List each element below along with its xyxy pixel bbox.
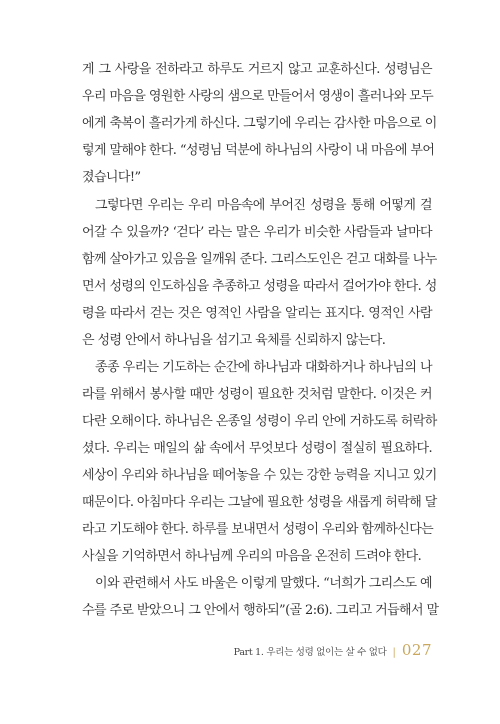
text-line: 이와 관련해서 사도 바울은 이렇게 말했다. “너희가 그리스도 예 xyxy=(95,576,432,591)
text-line: 우리 마음을 영원한 사랑의 샘으로 만들어서 영생이 흘러나와 모두 xyxy=(82,89,434,104)
text-line: 때문이다. 아침마다 우리는 그날에 필요한 성령을 새롭게 허락해 달 xyxy=(82,495,437,510)
text-line: 셨다. 우리는 매일의 삶 속에서 무엇보다 성령이 절실히 필요하다. xyxy=(82,441,432,456)
text-line: 세상이 우리와 하나님을 떼어놓을 수 있는 강한 능력을 지니고 있기 xyxy=(82,468,437,483)
text-line: 어갈 수 있을까? ‘걷다’ 라는 말은 우리가 비슷한 사람들과 날마다 xyxy=(82,225,432,240)
text-line: 라고 기도해야 한다. 하루를 보내면서 성령이 우리와 함께하신다는 xyxy=(82,522,434,537)
text-line: 라를 위해서 봉사할 때만 성령이 필요한 것처럼 말한다. 이것은 커 xyxy=(82,387,432,402)
text-line: 에게 축복이 흘러가게 하신다. 그렇기에 우리는 감사한 마음으로 이 xyxy=(82,116,437,131)
text-line: 함께 살아가고 있음을 일깨워 준다. 그리스도인은 걷고 대화를 나누 xyxy=(82,252,437,267)
text-line: 종종 우리는 기도하는 순간에 하나님과 대화하거나 하나님의 나 xyxy=(95,360,432,375)
text-line: 다란 오해이다. 하나님은 온종일 성령이 우리 안에 거하도록 허락하 xyxy=(82,414,437,429)
text-line: 수를 주로 받았으니 그 안에서 행하되”(골 2:6). 그리고 거듭해서 말 xyxy=(82,603,439,618)
text-line: 졌습니다!” xyxy=(82,170,141,185)
text-line: 면서 성령의 인도하심을 추종하고 성령을 따라서 걸어가야 한다. 성 xyxy=(82,279,437,294)
text-line: 사실을 기억하면서 하나님께 우리의 마음을 온전히 드려야 한다. xyxy=(82,549,422,564)
footer-divider: | xyxy=(392,647,396,658)
text-line: 게 그 사랑을 전하라고 하루도 거르지 않고 교훈하신다. 성령님은 xyxy=(82,62,432,77)
page-number: 027 xyxy=(401,641,432,659)
running-footer-title: Part 1. 우리는 성령 없이는 살 수 없다 xyxy=(233,647,387,658)
text-line: 령을 따라서 걷는 것은 영적인 사람을 알리는 표지다. 영적인 사람 xyxy=(82,306,432,321)
page-footer xyxy=(234,641,432,661)
text-line: 은 성령 안에서 하나님을 섬기고 육체를 신뢰하지 않는다. xyxy=(82,333,386,348)
text-line: 그렇다면 우리는 우리 마음속에 부어진 성령을 통해 어떻게 걸 xyxy=(95,198,432,213)
text-line: 렇게 말해야 한다. “성령님 덕분에 하나님의 사랑이 내 마음에 부어 xyxy=(82,143,435,158)
